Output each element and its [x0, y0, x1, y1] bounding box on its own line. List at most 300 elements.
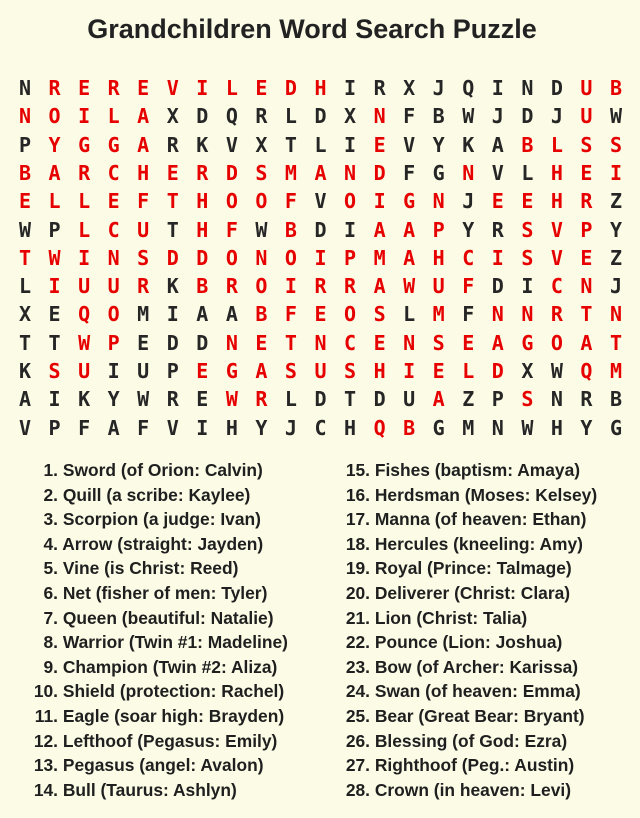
grid-letter[interactable]: R: [373, 76, 386, 100]
grid-letter[interactable]: M: [137, 302, 150, 327]
grid-letter[interactable]: F: [462, 274, 475, 299]
grid-letter[interactable]: I: [196, 415, 209, 440]
grid-letter[interactable]: R: [550, 302, 563, 327]
grid-letter[interactable]: U: [580, 76, 593, 100]
grid-letter[interactable]: A: [107, 415, 120, 440]
grid-letter[interactable]: L: [48, 189, 61, 214]
grid-letter[interactable]: G: [521, 330, 534, 355]
grid-letter[interactable]: T: [166, 217, 179, 242]
grid-letter[interactable]: W: [462, 104, 475, 129]
grid-letter[interactable]: N: [344, 160, 357, 185]
clue-list-left: [22, 458, 322, 802]
grid-letter[interactable]: U: [580, 104, 593, 129]
grid-letter[interactable]: R: [255, 387, 268, 412]
clue-number: 20.: [345, 582, 370, 603]
grid-letter[interactable]: G: [78, 132, 91, 157]
grid-letter[interactable]: Y: [432, 132, 445, 157]
grid-letter[interactable]: P: [48, 415, 61, 440]
grid-letter[interactable]: W: [137, 387, 150, 412]
grid-letter[interactable]: W: [18, 217, 32, 242]
grid-letter[interactable]: D: [314, 104, 327, 129]
grid-letter[interactable]: R: [580, 387, 593, 412]
grid-letter[interactable]: W: [521, 415, 534, 440]
grid-letter[interactable]: E: [137, 76, 150, 100]
grid-letter[interactable]: A: [432, 387, 445, 412]
grid-letter[interactable]: P: [491, 387, 504, 412]
grid-letter[interactable]: T: [580, 302, 593, 327]
grid-letter[interactable]: L: [284, 387, 297, 412]
clue-text: Manna (of heaven: Ethan): [374, 509, 587, 530]
grid-letter[interactable]: F: [225, 217, 238, 242]
grid-letter[interactable]: A: [491, 132, 504, 157]
grid-letter[interactable]: N: [521, 76, 534, 100]
grid-letter[interactable]: I: [609, 160, 623, 185]
grid-letter[interactable]: K: [166, 274, 179, 299]
grid-letter[interactable]: H: [550, 160, 563, 185]
grid-letter[interactable]: S: [344, 359, 357, 383]
grid-letter[interactable]: E: [491, 189, 504, 214]
grid-letter[interactable]: T: [284, 132, 297, 157]
grid-letter[interactable]: T: [48, 330, 61, 355]
grid-letter[interactable]: E: [580, 160, 593, 185]
grid-letter[interactable]: B: [255, 302, 268, 327]
grid-letter[interactable]: E: [521, 189, 534, 214]
grid-letter[interactable]: B: [432, 104, 445, 129]
grid-letter[interactable]: M: [609, 359, 623, 383]
grid-letter[interactable]: Y: [580, 415, 593, 440]
grid-letter[interactable]: V: [491, 160, 504, 185]
grid-letter[interactable]: N: [432, 189, 445, 214]
grid-letter[interactable]: O: [255, 189, 268, 214]
grid-letter[interactable]: L: [550, 132, 563, 157]
grid-letter[interactable]: U: [137, 217, 150, 242]
grid-letter[interactable]: H: [196, 217, 209, 242]
grid-letter[interactable]: I: [196, 76, 209, 100]
grid-letter[interactable]: V: [550, 245, 563, 270]
grid-letter[interactable]: Y: [609, 217, 623, 242]
grid-letter[interactable]: H: [550, 415, 563, 440]
clue-number: 28.: [345, 779, 370, 800]
clue-item: [334, 458, 634, 483]
grid-letter[interactable]: B: [521, 132, 534, 157]
grid-letter[interactable]: U: [78, 274, 91, 299]
grid-letter[interactable]: S: [521, 387, 534, 412]
grid-letter[interactable]: V: [550, 217, 563, 242]
grid-letter[interactable]: B: [609, 76, 623, 100]
grid-letter[interactable]: L: [78, 217, 91, 242]
grid-letter[interactable]: Q: [225, 104, 238, 129]
grid-letter[interactable]: Z: [609, 245, 623, 270]
grid-letter[interactable]: N: [491, 415, 504, 440]
grid-letter[interactable]: I: [48, 274, 61, 299]
grid-letter[interactable]: M: [432, 302, 445, 327]
grid-letter[interactable]: R: [491, 217, 504, 242]
grid-letter[interactable]: H: [137, 160, 150, 185]
grid-letter[interactable]: N: [609, 302, 623, 327]
grid-letter[interactable]: R: [78, 160, 91, 185]
grid-letter[interactable]: K: [196, 132, 209, 157]
grid-letter[interactable]: E: [48, 302, 61, 327]
grid-letter[interactable]: G: [403, 189, 416, 214]
grid-letter[interactable]: E: [196, 387, 209, 412]
clue-text: Bow (of Archer: Karissa): [374, 656, 579, 677]
grid-letter[interactable]: S: [137, 245, 150, 270]
grid-letter[interactable]: R: [166, 132, 179, 157]
grid-letter[interactable]: F: [284, 302, 297, 327]
grid-letter[interactable]: R: [166, 387, 179, 412]
grid-letter[interactable]: P: [107, 330, 120, 355]
grid-letter[interactable]: D: [314, 217, 327, 242]
grid-letter[interactable]: E: [314, 302, 327, 327]
grid-letter[interactable]: J: [550, 104, 563, 129]
grid-letter[interactable]: D: [373, 160, 386, 185]
grid-letter[interactable]: A: [373, 217, 386, 242]
grid-letter[interactable]: Z: [462, 387, 475, 412]
grid-letter[interactable]: J: [432, 76, 445, 100]
grid-letter[interactable]: J: [491, 104, 504, 129]
grid-letter[interactable]: I: [344, 132, 357, 157]
grid-letter[interactable]: H: [550, 189, 563, 214]
grid-letter[interactable]: K: [78, 387, 91, 412]
grid-letter[interactable]: O: [225, 189, 238, 214]
grid-letter[interactable]: G: [609, 415, 623, 440]
clue-text: Shield (protection: Rachel): [62, 681, 285, 702]
grid-letter[interactable]: P: [166, 359, 179, 383]
clue-number: 16.: [345, 484, 370, 505]
grid-letter[interactable]: D: [196, 104, 209, 129]
clue-number: 1.: [43, 460, 58, 480]
grid-letter[interactable]: Y: [462, 217, 475, 242]
grid-letter[interactable]: S: [373, 302, 386, 327]
clue-item: [334, 581, 634, 606]
grid-letter[interactable]: N: [580, 274, 593, 299]
grid-letter[interactable]: U: [314, 359, 327, 383]
grid-letter[interactable]: D: [166, 245, 179, 270]
grid-letter[interactable]: E: [462, 330, 475, 355]
grid-letter[interactable]: D: [196, 330, 209, 355]
grid-letter[interactable]: X: [403, 76, 416, 100]
grid-letter[interactable]: A: [580, 330, 593, 355]
clue-number: 13.: [33, 755, 58, 776]
grid-letter[interactable]: F: [78, 415, 91, 440]
grid-letter[interactable]: F: [403, 160, 416, 185]
grid-letter[interactable]: A: [18, 387, 32, 412]
grid-letter[interactable]: N: [107, 245, 120, 270]
grid-letter[interactable]: W: [550, 359, 563, 383]
grid-letter[interactable]: D: [196, 245, 209, 270]
grid-letter[interactable]: B: [284, 217, 297, 242]
grid-letter[interactable]: F: [137, 415, 150, 440]
grid-letter[interactable]: E: [166, 160, 179, 185]
grid-letter[interactable]: H: [344, 415, 357, 440]
grid-letter[interactable]: O: [255, 274, 268, 299]
grid-letter[interactable]: N: [373, 104, 386, 129]
grid-letter[interactable]: E: [373, 132, 386, 157]
grid-letter[interactable]: X: [344, 104, 357, 129]
grid-letter[interactable]: N: [403, 330, 416, 355]
grid-letter[interactable]: F: [462, 302, 475, 327]
grid-letter[interactable]: N: [255, 245, 268, 270]
grid-letter[interactable]: I: [284, 274, 297, 299]
grid-letter[interactable]: K: [18, 359, 32, 383]
clue-number: 22.: [345, 632, 370, 653]
grid-letter[interactable]: U: [432, 274, 445, 299]
grid-letter[interactable]: G: [432, 415, 445, 440]
clue-text: Hercules (kneeling: Amy): [374, 533, 583, 554]
grid-letter[interactable]: A: [48, 160, 61, 185]
grid-letter[interactable]: H: [314, 76, 327, 100]
grid-letter[interactable]: I: [166, 302, 179, 327]
grid-letter[interactable]: E: [78, 76, 91, 100]
grid-letter[interactable]: P: [18, 132, 32, 157]
clue-item: [22, 458, 322, 483]
grid-letter[interactable]: V: [166, 415, 179, 440]
grid-letter[interactable]: P: [580, 217, 593, 242]
grid-letter[interactable]: L: [18, 274, 32, 299]
grid-letter[interactable]: C: [344, 330, 357, 355]
grid-letter[interactable]: M: [462, 415, 475, 440]
grid-letter[interactable]: W: [78, 330, 91, 355]
grid-letter[interactable]: U: [403, 387, 416, 412]
grid-letter[interactable]: S: [521, 217, 534, 242]
clue-number: 14.: [33, 779, 58, 800]
grid-letter[interactable]: T: [284, 330, 297, 355]
grid-letter[interactable]: S: [609, 132, 623, 157]
grid-letter[interactable]: A: [403, 217, 416, 242]
grid-letter[interactable]: A: [137, 132, 150, 157]
grid-letter[interactable]: W: [403, 274, 416, 299]
grid-letter[interactable]: B: [609, 387, 623, 412]
grid-letter[interactable]: R: [107, 76, 120, 100]
clue-number: 5.: [43, 558, 58, 579]
grid-letter[interactable]: C: [107, 217, 120, 242]
grid-letter[interactable]: E: [373, 330, 386, 355]
grid-letter[interactable]: T: [344, 387, 357, 412]
grid-letter[interactable]: B: [196, 274, 209, 299]
clue-text: Sword (of Orion: Calvin): [62, 460, 263, 480]
grid-letter[interactable]: M: [284, 160, 297, 185]
grid-letter[interactable]: Y: [48, 132, 61, 157]
grid-letter[interactable]: E: [432, 359, 445, 383]
grid-letter[interactable]: N: [225, 330, 238, 355]
grid-letter[interactable]: L: [284, 104, 297, 129]
grid-letter[interactable]: U: [137, 359, 150, 383]
grid-letter[interactable]: D: [491, 274, 504, 299]
grid-letter[interactable]: X: [255, 132, 268, 157]
grid-letter[interactable]: A: [491, 330, 504, 355]
grid-letter[interactable]: N: [491, 302, 504, 327]
grid-letter[interactable]: T: [18, 330, 32, 355]
grid-letter[interactable]: V: [403, 132, 416, 157]
grid-letter[interactable]: D: [521, 104, 534, 129]
clue-number: 27.: [345, 755, 370, 776]
grid-letter[interactable]: I: [344, 76, 357, 100]
grid-letter[interactable]: X: [18, 302, 32, 327]
grid-letter[interactable]: C: [462, 245, 475, 270]
grid-letter[interactable]: L: [314, 132, 327, 157]
grid-letter[interactable]: Y: [255, 415, 268, 440]
grid-letter[interactable]: X: [166, 104, 179, 129]
grid-letter[interactable]: E: [196, 359, 209, 383]
grid-letter[interactable]: G: [432, 160, 445, 185]
grid-letter[interactable]: R: [48, 76, 61, 100]
grid-letter[interactable]: D: [284, 76, 297, 100]
grid-letter[interactable]: O: [344, 302, 357, 327]
grid-letter[interactable]: R: [314, 274, 327, 299]
grid-letter[interactable]: O: [550, 330, 563, 355]
grid-letter[interactable]: Q: [373, 415, 386, 440]
grid-letter[interactable]: G: [225, 359, 238, 383]
grid-letter[interactable]: L: [78, 189, 91, 214]
grid-letter[interactable]: H: [225, 415, 238, 440]
grid-letter[interactable]: O: [107, 302, 120, 327]
grid-letter[interactable]: N: [550, 387, 563, 412]
grid-letter[interactable]: O: [48, 104, 61, 129]
grid-letter[interactable]: O: [225, 245, 238, 270]
grid-letter[interactable]: D: [373, 387, 386, 412]
grid-letter[interactable]: O: [284, 245, 297, 270]
grid-letter[interactable]: H: [432, 245, 445, 270]
grid-letter[interactable]: D: [314, 387, 327, 412]
grid-letter[interactable]: A: [373, 274, 386, 299]
grid-letter[interactable]: I: [373, 189, 386, 214]
grid-letter[interactable]: Z: [609, 189, 623, 214]
grid-letter[interactable]: I: [107, 359, 120, 383]
grid-letter[interactable]: S: [432, 330, 445, 355]
grid-letter[interactable]: P: [344, 245, 357, 270]
clue-item: [334, 778, 634, 803]
grid-letter[interactable]: I: [521, 274, 534, 299]
grid-letter[interactable]: B: [403, 415, 416, 440]
grid-letter[interactable]: W: [225, 387, 238, 412]
grid-letter[interactable]: S: [255, 160, 268, 185]
grid-letter[interactable]: E: [255, 76, 268, 100]
grid-letter[interactable]: L: [462, 359, 475, 383]
grid-letter[interactable]: V: [225, 132, 238, 157]
grid-letter[interactable]: F: [284, 189, 297, 214]
grid-letter[interactable]: A: [255, 359, 268, 383]
grid-letter[interactable]: T: [609, 330, 623, 355]
grid-letter[interactable]: L: [403, 302, 416, 327]
grid-letter[interactable]: R: [344, 274, 357, 299]
grid-letter[interactable]: L: [521, 160, 534, 185]
clue-number: 18.: [345, 533, 370, 554]
grid-letter[interactable]: F: [403, 104, 416, 129]
grid-letter[interactable]: I: [314, 245, 327, 270]
grid-letter[interactable]: C: [107, 160, 120, 185]
grid-letter[interactable]: I: [48, 387, 61, 412]
grid-letter[interactable]: A: [403, 245, 416, 270]
grid-letter[interactable]: R: [196, 160, 209, 185]
grid-letter[interactable]: Y: [107, 387, 120, 412]
grid-letter[interactable]: S: [284, 359, 297, 383]
grid-letter[interactable]: I: [344, 217, 357, 242]
grid-letter[interactable]: S: [48, 359, 61, 383]
grid-letter[interactable]: S: [521, 245, 534, 270]
grid-letter[interactable]: M: [373, 245, 386, 270]
grid-letter[interactable]: J: [462, 189, 475, 214]
clue-text: Net (fisher of men: Tyler): [62, 582, 268, 603]
grid-letter[interactable]: T: [18, 245, 32, 270]
grid-letter[interactable]: I: [78, 245, 91, 270]
grid-letter[interactable]: E: [580, 245, 593, 270]
grid-letter[interactable]: E: [137, 330, 150, 355]
grid-letter[interactable]: T: [166, 189, 179, 214]
grid-letter[interactable]: E: [255, 330, 268, 355]
grid-letter[interactable]: D: [550, 76, 563, 100]
grid-letter[interactable]: V: [18, 415, 32, 440]
grid-letter[interactable]: I: [491, 245, 504, 270]
grid-letter[interactable]: P: [48, 217, 61, 242]
grid-letter[interactable]: K: [462, 132, 475, 157]
grid-letter[interactable]: S: [580, 132, 593, 157]
grid-letter[interactable]: G: [107, 132, 120, 157]
clue-list-right: [334, 458, 634, 802]
grid-letter[interactable]: I: [78, 104, 91, 129]
grid-letter[interactable]: N: [18, 104, 32, 129]
grid-letter[interactable]: V: [166, 76, 179, 100]
grid-letter[interactable]: R: [137, 274, 150, 299]
grid-letter[interactable]: L: [107, 104, 120, 129]
grid-letter[interactable]: W: [609, 104, 623, 129]
grid-letter[interactable]: D: [166, 330, 179, 355]
grid-letter[interactable]: O: [344, 189, 357, 214]
grid-letter[interactable]: P: [432, 217, 445, 242]
grid-letter[interactable]: E: [107, 189, 120, 214]
grid-letter[interactable]: C: [314, 415, 327, 440]
grid-letter[interactable]: J: [284, 415, 297, 440]
clue-number: 23.: [345, 656, 370, 677]
clue-number: 4.: [43, 533, 58, 554]
grid-letter[interactable]: H: [373, 359, 386, 383]
grid-letter[interactable]: R: [580, 189, 593, 214]
grid-letter[interactable]: U: [107, 274, 120, 299]
grid-letter[interactable]: H: [196, 189, 209, 214]
grid-letter[interactable]: W: [255, 217, 268, 242]
grid-letter[interactable]: J: [609, 274, 623, 299]
grid-letter[interactable]: A: [196, 302, 209, 327]
grid-letter[interactable]: A: [314, 160, 327, 185]
grid-letter[interactable]: Q: [580, 359, 593, 383]
clue-text: Lion (Christ: Talia): [374, 607, 528, 628]
grid-letter[interactable]: C: [550, 274, 563, 299]
grid-letter[interactable]: A: [137, 104, 150, 129]
grid-letter[interactable]: Q: [462, 76, 475, 100]
grid-letter[interactable]: R: [255, 104, 268, 129]
grid-letter[interactable]: X: [521, 359, 534, 383]
grid-letter[interactable]: R: [225, 274, 238, 299]
grid-letter[interactable]: B: [18, 160, 32, 185]
grid-letter[interactable]: U: [78, 359, 91, 383]
clue-text: Vine (is Christ: Reed): [62, 558, 239, 579]
grid-letter[interactable]: N: [18, 76, 32, 100]
grid-letter[interactable]: A: [225, 302, 238, 327]
grid-letter[interactable]: N: [462, 160, 475, 185]
grid-letter[interactable]: W: [48, 245, 61, 270]
grid-letter[interactable]: E: [18, 189, 32, 214]
grid-letter[interactable]: I: [491, 76, 504, 100]
grid-letter[interactable]: V: [314, 189, 327, 214]
grid-letter[interactable]: N: [521, 302, 534, 327]
grid-letter[interactable]: L: [225, 76, 238, 100]
grid-letter[interactable]: I: [403, 359, 416, 383]
grid-letter[interactable]: N: [314, 330, 327, 355]
grid-letter[interactable]: D: [225, 160, 238, 185]
letter-grid[interactable]: [0, 75, 640, 443]
grid-letter[interactable]: Q: [78, 302, 91, 327]
grid-letter[interactable]: D: [491, 359, 504, 383]
grid-letter[interactable]: F: [137, 189, 150, 214]
